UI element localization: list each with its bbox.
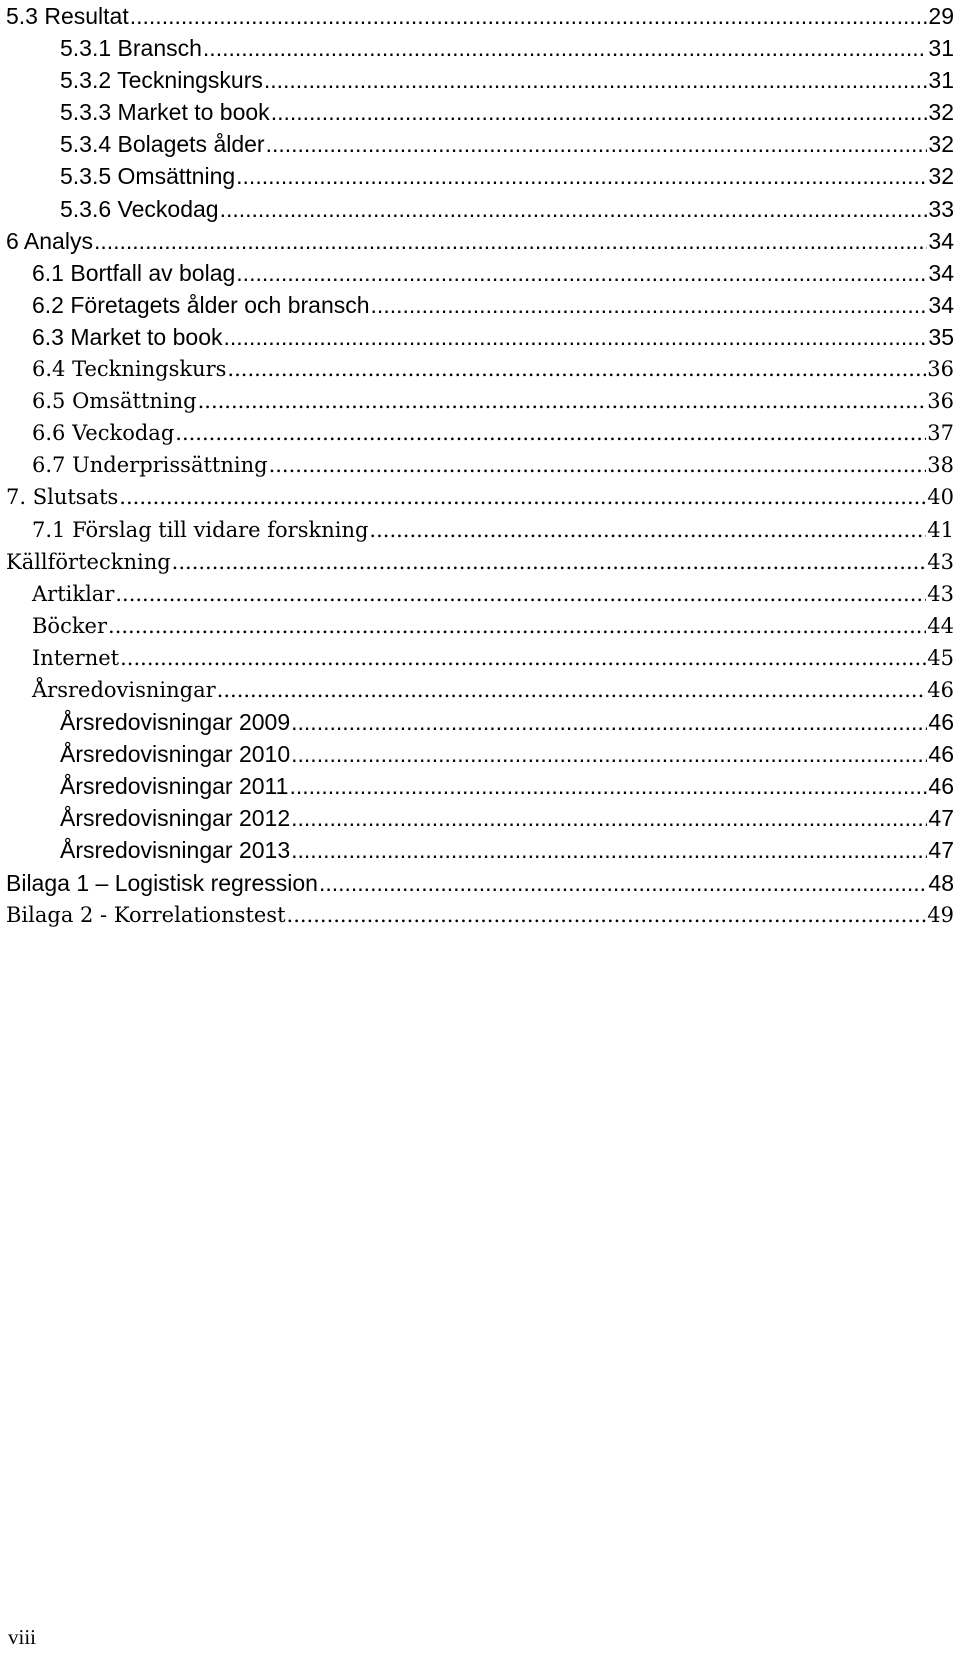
toc-entry[interactable] xyxy=(6,321,954,353)
toc-entry-title: 5.3.1 Bransch xyxy=(60,35,202,62)
toc-entry-page: 45 xyxy=(927,645,954,670)
toc-entry-title: 5.3.6 Veckodag xyxy=(60,195,219,222)
toc-dot-leader xyxy=(236,257,927,289)
toc-entry-title: 5.3.3 Market to book xyxy=(60,99,270,126)
toc-entry-page: 34 xyxy=(928,227,954,254)
toc-entry-title: 6.2 Företagets ålder och bransch xyxy=(32,291,370,318)
toc-entry[interactable] xyxy=(6,642,954,674)
toc-entry-title: 7.1 Förslag till vidare forskning xyxy=(32,517,369,542)
toc-entry-page: 35 xyxy=(928,323,954,350)
toc-entry[interactable] xyxy=(6,257,954,289)
toc-entry[interactable] xyxy=(6,289,954,321)
toc-entry-page: 38 xyxy=(927,453,954,478)
toc-entry[interactable] xyxy=(6,385,954,417)
toc-entry-title: Bilaga 2 - Korrelationstest xyxy=(6,902,286,927)
toc-entry-title: Årsredovisningar 2009 xyxy=(60,709,291,736)
toc-entry[interactable] xyxy=(6,64,954,96)
toc-entry-page: 31 xyxy=(928,67,954,94)
toc-dot-leader xyxy=(291,738,927,770)
toc-dot-leader xyxy=(291,802,927,834)
toc-entry[interactable] xyxy=(6,225,954,257)
toc-dot-leader xyxy=(220,193,928,225)
toc-dot-leader xyxy=(198,385,927,417)
toc-entry-title: Internet xyxy=(32,645,120,670)
toc-entry-page: 41 xyxy=(927,517,954,542)
toc-dot-leader xyxy=(266,128,928,160)
toc-dot-leader xyxy=(203,32,927,64)
toc-entry-title: 5.3.4 Bolagets ålder xyxy=(60,131,265,158)
toc-dot-leader xyxy=(269,449,927,481)
toc-entry-title: Bilaga 1 – Logistisk regression xyxy=(6,869,318,896)
toc-entry-title: Årsredovisningar 2012 xyxy=(60,805,291,832)
toc-entry-title: 5.3.5 Omsättning xyxy=(60,163,236,190)
toc-entry[interactable] xyxy=(6,514,954,546)
toc-entry-title: Källförteckning xyxy=(6,549,171,574)
toc-entry-page: 46 xyxy=(927,677,954,702)
toc-entry-title: Årsredovisningar 2010 xyxy=(60,741,291,768)
toc-entry-page: 32 xyxy=(928,131,954,158)
toc-entry[interactable] xyxy=(6,706,954,738)
toc-entry[interactable] xyxy=(6,128,954,160)
toc-entry[interactable] xyxy=(6,353,954,385)
toc-dot-leader xyxy=(120,642,926,674)
toc-dot-leader xyxy=(119,481,926,513)
toc-entry-title: Årsredovisningar xyxy=(32,677,216,702)
toc-entry[interactable] xyxy=(6,193,954,225)
toc-entry[interactable] xyxy=(6,546,954,578)
toc-dot-leader xyxy=(172,546,927,578)
toc-dot-leader xyxy=(369,514,926,546)
toc-entry-page: 36 xyxy=(927,357,954,382)
toc-entry-title: 6.5 Omsättning xyxy=(32,389,197,414)
toc-entry[interactable] xyxy=(6,610,954,642)
toc-entry-page: 47 xyxy=(928,805,954,832)
toc-dot-leader xyxy=(217,674,927,706)
toc-entry[interactable] xyxy=(6,770,954,802)
toc-entry-title: 6.4 Teckningskurs xyxy=(32,357,227,382)
toc-entry-title: Artiklar xyxy=(32,581,115,606)
toc-entry[interactable] xyxy=(6,674,954,706)
toc-dot-leader xyxy=(371,289,928,321)
toc-dot-leader xyxy=(115,578,926,610)
toc-entry[interactable] xyxy=(6,481,954,513)
toc-dot-leader xyxy=(319,867,927,899)
toc-entry-title: 6.6 Veckodag xyxy=(32,421,175,446)
toc-entry[interactable] xyxy=(6,867,954,899)
toc-entry-page: 44 xyxy=(927,613,954,638)
toc-entry[interactable] xyxy=(6,449,954,481)
toc-entry-title: Årsredovisningar 2013 xyxy=(60,837,291,864)
toc-entry[interactable] xyxy=(6,32,954,64)
toc-entry-title: Böcker xyxy=(32,613,108,638)
toc-entry[interactable] xyxy=(6,578,954,610)
toc-dot-leader xyxy=(264,64,928,96)
toc-entry[interactable] xyxy=(6,0,954,32)
toc-entry-page: 46 xyxy=(928,709,954,736)
toc-entry-title: 6.7 Underprissättning xyxy=(32,453,268,478)
toc-dot-leader xyxy=(108,610,926,642)
toc-dot-leader xyxy=(94,225,927,257)
toc-entry-title: 6.3 Market to book xyxy=(32,323,223,350)
toc-entry-page: 34 xyxy=(928,291,954,318)
toc-dot-leader xyxy=(227,353,926,385)
toc-entry[interactable] xyxy=(6,160,954,192)
toc-entry-page: 43 xyxy=(927,581,954,606)
toc-entry-title: 7. Slutsats xyxy=(6,485,119,510)
toc-entry[interactable] xyxy=(6,96,954,128)
toc-dot-leader xyxy=(224,321,928,353)
toc-entry-title: 5.3 Resultat xyxy=(6,3,129,29)
toc-entry[interactable] xyxy=(6,417,954,449)
toc-entry-page: 31 xyxy=(928,35,954,62)
toc-entry-page: 48 xyxy=(928,869,954,896)
toc-entry-page: 46 xyxy=(928,741,954,768)
toc-entry-page: 29 xyxy=(928,3,954,29)
toc-entry-page: 49 xyxy=(927,902,954,927)
toc-entry-page: 47 xyxy=(928,837,954,864)
toc-entry-title: 6 Analys xyxy=(6,227,93,254)
toc-dot-leader xyxy=(291,834,927,866)
toc-entry[interactable] xyxy=(6,899,954,931)
page-number: viii xyxy=(8,1625,37,1649)
toc-entry-page: 34 xyxy=(928,259,954,286)
toc-dot-leader xyxy=(130,0,928,32)
toc-entry[interactable] xyxy=(6,802,954,834)
toc-dot-leader xyxy=(287,899,927,931)
table-of-contents xyxy=(6,0,954,931)
toc-dot-leader xyxy=(289,770,927,802)
toc-entry-page: 32 xyxy=(928,163,954,190)
toc-dot-leader xyxy=(236,160,927,192)
toc-entry-title: 6.1 Bortfall av bolag xyxy=(32,259,236,286)
toc-entry-page: 43 xyxy=(927,549,954,574)
toc-entry-title: 5.3.2 Teckningskurs xyxy=(60,67,263,94)
toc-dot-leader xyxy=(175,417,926,449)
toc-dot-leader xyxy=(271,96,928,128)
toc-entry-page: 40 xyxy=(927,485,954,510)
toc-entry-title: Årsredovisningar 2011 xyxy=(60,773,289,800)
toc-entry[interactable] xyxy=(6,738,954,770)
toc-entry-page: 36 xyxy=(927,389,954,414)
toc-entry-page: 32 xyxy=(928,99,954,126)
toc-entry[interactable] xyxy=(6,834,954,866)
toc-entry-page: 37 xyxy=(927,421,954,446)
toc-entry-page: 33 xyxy=(928,195,954,222)
toc-entry-page: 46 xyxy=(928,773,954,800)
toc-dot-leader xyxy=(291,706,927,738)
